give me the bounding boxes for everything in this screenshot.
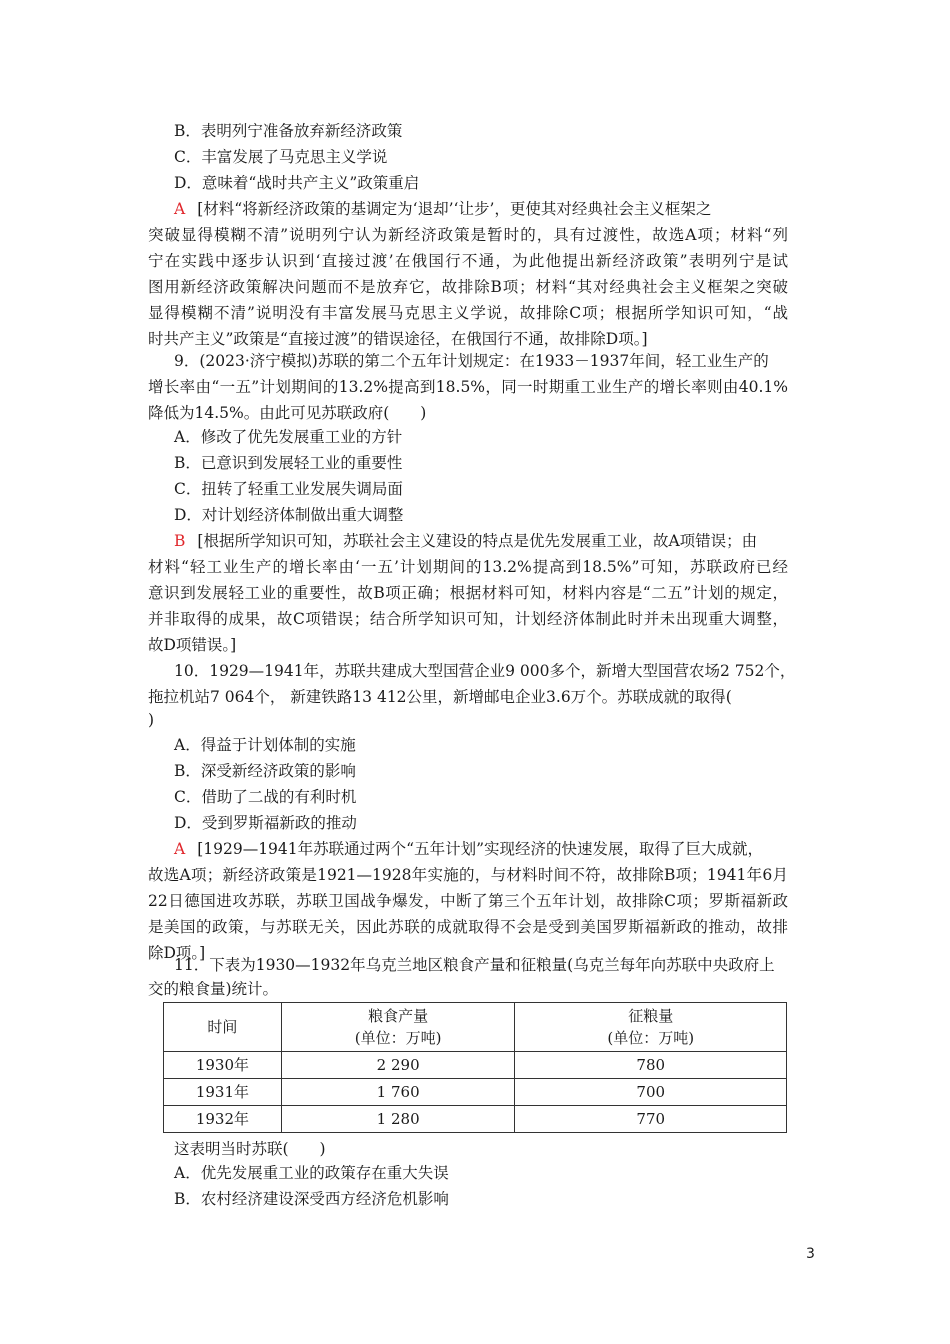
q10-explanation-line: A [1929—1941年苏联通过两个“五年计划”实现经济的快速发展，取得了巨大成就， <box>174 840 763 858</box>
table-row <box>164 1052 787 1079</box>
q10-stem-line: 拖拉机站7 064个， 新建铁路13 412公里，新增邮电企业3.6万个。苏联成就的取得( <box>148 688 732 706</box>
q9-explanation-line: 意识到发展轻工业的重要性，故B项正确；根据材料可知，材料内容是“二五”计划的规定， <box>148 584 788 602</box>
q9-option-c: C．扭转了轻重工业发展失调局面 <box>174 480 403 498</box>
q9-explanation-line: 并非取得的成果，故C项错误；结合所学知识可知，计划经济体制此时并未出现重大调整， <box>148 610 788 628</box>
q8-explanation-line: 时共产主义”政策是“直接过渡”的错误途径，在俄国行不通，故排除D项。] <box>148 330 648 348</box>
table-cell: 1932年 <box>164 1106 282 1133</box>
q9-option-a: A．修改了优先发展重工业的方针 <box>174 428 403 446</box>
q10-explanation-line: 除D项。] <box>148 944 206 962</box>
table-cell: 780 <box>515 1052 787 1079</box>
q9-option-b: B．已意识到发展轻工业的重要性 <box>174 454 403 472</box>
q8-option-d: D．意味着“战时共产主义”政策重启 <box>174 174 420 192</box>
q10-stem-line: 10．1929—1941年，苏联共建成大型国营企业9 000多个，新增大型国营农场2 752个， <box>174 662 796 680</box>
q9-stem-line: 降低为14.5%。由此可见苏联政府( ) <box>148 404 427 422</box>
q9-option-d: D．对计划经济体制做出重大调整 <box>174 506 404 524</box>
q8-explanation-line: 宁在实践中逐步认识到‘直接过渡’在俄国行不通，为此他提出新经济政策”表明列宁是试 <box>148 252 788 270</box>
q11-after-table: 这表明当时苏联( ) <box>174 1140 326 1158</box>
table-cell: 1 280 <box>281 1106 515 1133</box>
table-row <box>164 1079 787 1106</box>
q8-explanation-line: A [材料“将新经济政策的基调定为‘退却’‘让步’，更使其对经典社会主义框架之 <box>174 200 712 218</box>
table-cell: 770 <box>515 1106 787 1133</box>
page-number: 3 <box>806 1246 815 1262</box>
q9-explanation-line: 故D项错误。] <box>148 636 237 654</box>
q9-explanation-line: 材料“轻工业生产的增长率由‘一五’计划期间的13.2%提高到18.5%”可知，苏联政府已经 <box>148 558 788 576</box>
q8-explanation-line: 显得模糊不清”说明没有丰富发展马克思主义学说，故排除C项；根据所学知识可知，“战 <box>148 304 788 322</box>
table-cell: 1930年 <box>164 1052 282 1079</box>
q8-explanation-line: 突破显得模糊不清”说明列宁认为新经济政策是暂时的，具有过渡性，故选A项；材料“列 <box>148 226 788 244</box>
table-cell: 700 <box>515 1079 787 1106</box>
q11-option-b: B．农村经济建设深受西方经济危机影响 <box>174 1190 449 1208</box>
table-cell: 1 760 <box>281 1079 515 1106</box>
q10-option-b: B．深受新经济政策的影响 <box>174 762 356 780</box>
q9-stem-line: 9．(2023·济宁模拟)苏联的第二个五年计划规定：在1933－1937年间，轻工业生产的 <box>174 352 769 370</box>
q10-explanation-line: 是美国的政策，与苏联无关，因此苏联的成就取得不会是受到美国罗斯福新政的推动，故排 <box>148 918 788 936</box>
header-time: 时间 <box>164 1003 282 1052</box>
q10-option-d: D．受到罗斯福新政的推动 <box>174 814 357 832</box>
q10-answer-letter: A <box>174 840 186 858</box>
table-row <box>164 1106 787 1133</box>
q8-option-b: B．表明列宁准备放弃新经济政策 <box>174 122 403 140</box>
q8-answer-letter: A <box>174 200 186 218</box>
q10-option-c: C．借助了二战的有利时机 <box>174 788 357 806</box>
q9-stem-line: 增长率由“一五”计划期间的13.2%提高到18.5%，同一时期重工业生产的增长率则由40.1% <box>148 378 788 396</box>
q9-explanation-line: B [根据所学知识可知，苏联社会主义建设的特点是优先发展重工业，故A项错误；由 <box>174 532 758 550</box>
grain-table <box>163 1002 787 1133</box>
q11-stem-line: 交的粮食量)统计。 <box>148 980 279 998</box>
q11-stem-line: 11．下表为1930—1932年乌克兰地区粮食产量和征粮量(乌克兰每年向苏联中央政府上 <box>174 956 775 974</box>
q11-option-a: A．优先发展重工业的政策存在重大失误 <box>174 1164 449 1182</box>
q8-option-c: C．丰富发展了马克思主义学说 <box>174 148 388 166</box>
q10-explanation-line: 22日德国进攻苏联，苏联卫国战争爆发，中断了第三个五年计划，故排除C项；罗斯福新政 <box>148 892 788 910</box>
q10-explanation-line: 故选A项；新经济政策是1921—1928年实施的，与材料时间不符，故排除B项；1941年6月 <box>148 866 788 884</box>
q8-explanation-line: 图用新经济政策解决问题而不是放弃它，故排除B项；材料“其对经典社会主义框架之突破 <box>148 278 788 296</box>
table-cell: 1931年 <box>164 1079 282 1106</box>
q9-answer-letter: B <box>174 532 186 550</box>
header-grain-levy: 征粮量 (单位：万吨) <box>515 1003 787 1052</box>
q10-stem-line: ) <box>148 711 155 729</box>
header-grain-output: 粮食产量 (单位：万吨) <box>281 1003 515 1052</box>
table-cell: 2 290 <box>281 1052 515 1079</box>
q10-option-a: A．得益于计划体制的实施 <box>174 736 356 754</box>
table-header-row <box>164 1003 787 1052</box>
